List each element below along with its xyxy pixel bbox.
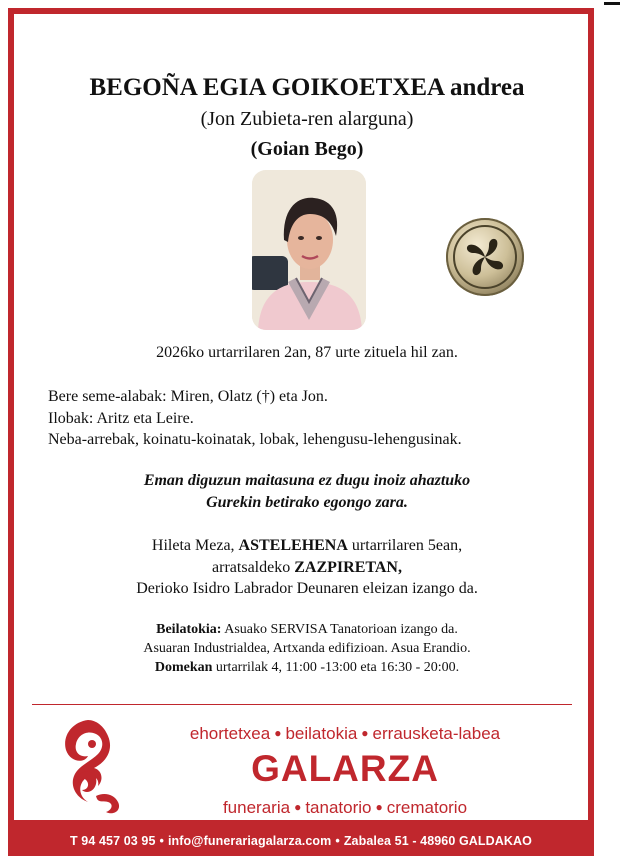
grandchildren-line — [48, 410, 194, 428]
wake-hours-label: Domekan — [154, 660, 213, 675]
funeral-line-2 — [14, 559, 600, 577]
funeral-time-prefix: arratsaldeko — [212, 559, 291, 576]
footer-separator: • — [335, 834, 340, 848]
footer-separator: • — [159, 834, 164, 848]
nickname-line: (Goian Bego) — [250, 138, 364, 160]
children-names: Miren, Olatz (†) eta Jon. — [170, 388, 328, 405]
service-wake: beilatokia — [285, 724, 358, 743]
service-crematorium: errausketa-labea — [372, 724, 501, 743]
service-tanatorio: tanatorio — [305, 798, 372, 817]
wake-address: Asuaran Industrialdea, Artxanda edifizioan. Asua Erandio. — [143, 641, 471, 656]
bullet: ● — [294, 800, 302, 814]
footer-email: info@funerariagalarza.com — [167, 834, 332, 848]
grandchildren-label: Ilobak: — [48, 410, 94, 427]
portrait-photo — [252, 170, 366, 330]
services-basque — [140, 724, 550, 744]
children-line — [48, 388, 328, 406]
service-funeral-home: ehortetxea — [189, 724, 271, 743]
funeral-place: Derioko Isidro Labrador Deunaren eleizan izango da. — [136, 580, 478, 597]
death-notice: 2026ko urtarrilaren 2an, 87 urte zituela hil zan. — [156, 344, 458, 361]
bullet: ● — [274, 726, 282, 740]
wake-line-1 — [14, 622, 600, 638]
quote-line-2: Gurekin betirako egongo zara. — [206, 494, 408, 511]
footer-phone: T 94 457 03 95 — [70, 834, 156, 848]
deceased-name: BEGOÑA EGIA GOIKOETXEA andrea — [89, 74, 525, 101]
quote-line-1: Eman diguzun maitasuna ez dugu inoiz ahaztuko — [143, 472, 471, 489]
service-funeraria: funeraria — [222, 798, 291, 817]
wake-location: Asuako SERVISA Tanatorioan izango da. — [224, 622, 458, 637]
galarza-logo — [48, 712, 132, 816]
bullet: ● — [375, 800, 383, 814]
funeral-time: ZAZPIRETAN, — [294, 559, 402, 576]
brand-divider — [32, 704, 572, 705]
funeral-day: ASTELEHENA — [238, 537, 348, 554]
bullet: ● — [361, 726, 369, 740]
wake-hours-line — [14, 660, 600, 676]
funeral-line-1 — [14, 537, 600, 555]
funeral-prefix: Hileta Meza, — [151, 537, 235, 554]
contact-footer — [8, 826, 594, 856]
portrait-illustration — [252, 170, 366, 330]
lauburu-icon — [446, 218, 524, 296]
children-label: Bere seme-alabak: — [48, 388, 167, 405]
other-relatives: Neba-arrebak, koinatu-koinatak, lobak, lehengusu-lehengusinak. — [48, 431, 462, 448]
services-spanish — [140, 798, 550, 818]
wake-hours: urtarrilak 4, 11:00 -13:00 eta 16:30 - 20:00. — [215, 660, 460, 675]
spouse-line: (Jon Zubieta-ren alarguna) — [200, 108, 414, 130]
grandchildren-names: Aritz eta Leire. — [96, 410, 194, 427]
wake-label: Beilatokia: — [156, 622, 222, 637]
galarza-logo-icon — [48, 712, 132, 816]
service-crematorio: crematorio — [386, 798, 468, 817]
footer-address: Zabalea 51 - 48960 GALDAKAO — [343, 834, 532, 848]
funeral-date: urtarrilaren 5ean, — [351, 537, 463, 554]
edge-mark — [604, 2, 620, 5]
brand-name: GALARZA — [251, 748, 439, 789]
lauburu-emblem — [446, 218, 524, 296]
